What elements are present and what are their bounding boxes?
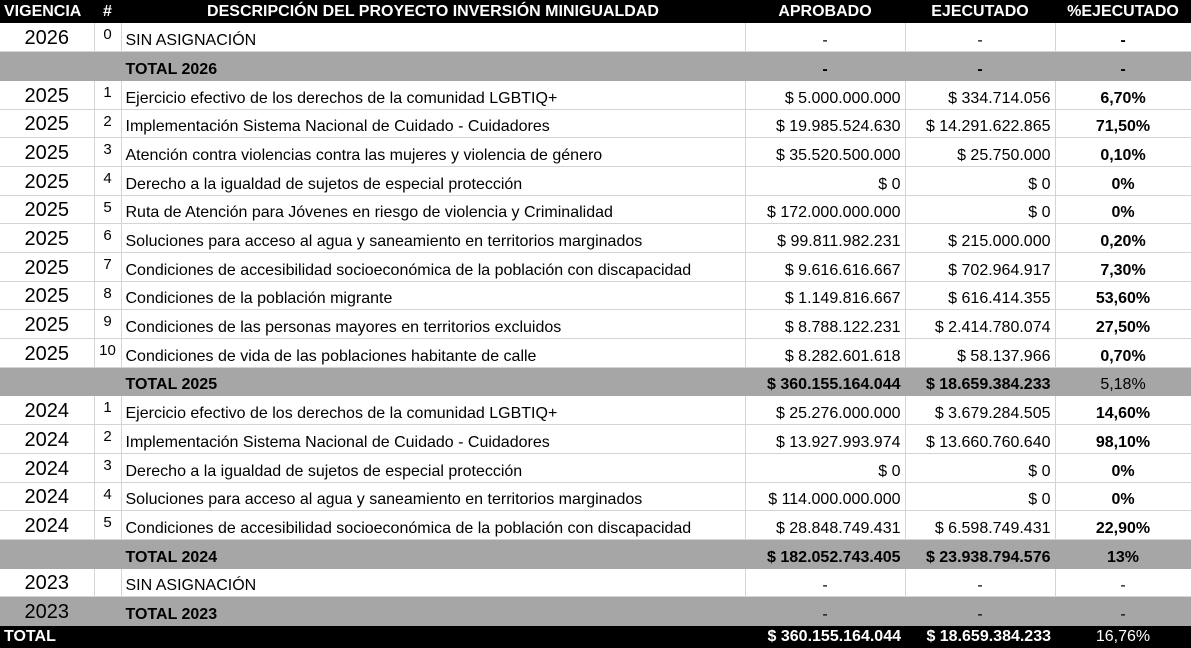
cell-vigencia: [0, 52, 94, 81]
cell-vigencia: 2025: [0, 224, 94, 253]
cell-aprobado: $ 35.520.500.000: [745, 138, 905, 167]
cell-descripcion: Atención contra violencias contra las mujeres y violencia de género: [121, 138, 745, 167]
cell-vigencia: [0, 539, 94, 568]
cell-vigencia: 2025: [0, 281, 94, 310]
cell-descripcion: Derecho a la igualdad de sujetos de especial protección: [121, 453, 745, 482]
table-row: [0, 396, 1191, 425]
cell-ejecutado: $ 616.414.355: [905, 281, 1055, 310]
cell-aprobado: -: [745, 52, 905, 81]
total-row: [0, 367, 1191, 396]
cell-ejecutado: $ 0: [905, 195, 1055, 224]
cell-pct-ejecutado: 71,50%: [1055, 109, 1191, 138]
cell-number: 2: [94, 425, 121, 454]
cell-pct-ejecutado: 0%: [1055, 166, 1191, 195]
cell-ejecutado: $ 702.964.917: [905, 253, 1055, 282]
header-ejecutado[interactable]: EJECUTADO: [905, 0, 1055, 23]
cell-vigencia: 2025: [0, 166, 94, 195]
cell-vigencia: 2024: [0, 511, 94, 540]
header-number[interactable]: #: [94, 0, 121, 23]
grand-total-pct: 16,76%: [1055, 625, 1191, 648]
cell-pct-ejecutado: 14,60%: [1055, 396, 1191, 425]
cell-descripcion: Implementación Sistema Nacional de Cuidado - Cuidadores: [121, 425, 745, 454]
cell-ejecutado: -: [905, 52, 1055, 81]
cell-aprobado: $ 360.155.164.044: [745, 367, 905, 396]
cell-pct-ejecutado: 6,70%: [1055, 80, 1191, 109]
cell-number: 0: [94, 23, 121, 52]
header-pct-ejecutado[interactable]: %EJECUTADO: [1055, 0, 1191, 23]
table-row: [0, 109, 1191, 138]
cell-descripcion: Ejercicio efectivo de los derechos de la comunidad LGBTIQ+: [121, 80, 745, 109]
cell-descripcion: TOTAL 2026: [121, 52, 745, 81]
cell-descripcion: SIN ASIGNACIÓN: [121, 23, 745, 52]
header-descripcion[interactable]: DESCRIPCIÓN DEL PROYECTO INVERSIÓN MINIGUALDAD: [121, 0, 745, 23]
cell-ejecutado: -: [905, 23, 1055, 52]
cell-descripcion: TOTAL 2023: [121, 597, 745, 626]
table-row: [0, 310, 1191, 339]
cell-ejecutado: $ 58.137.966: [905, 339, 1055, 368]
table-row: [0, 195, 1191, 224]
cell-vigencia: 2024: [0, 396, 94, 425]
cell-ejecutado: $ 23.938.794.576: [905, 539, 1055, 568]
cell-number: 5: [94, 195, 121, 224]
cell-pct-ejecutado: -: [1055, 568, 1191, 597]
cell-pct-ejecutado: 0%: [1055, 453, 1191, 482]
cell-descripcion: Condiciones de accesibilidad socioeconómica de la población con discapacidad: [121, 511, 745, 540]
cell-descripcion: Soluciones para acceso al agua y saneamiento en territorios marginados: [121, 482, 745, 511]
cell-number: 9: [94, 310, 121, 339]
cell-descripcion: Condiciones de accesibilidad socioeconómica de la población con discapacidad: [121, 253, 745, 282]
cell-aprobado: $ 1.149.816.667: [745, 281, 905, 310]
cell-number: 4: [94, 482, 121, 511]
cell-number: 1: [94, 80, 121, 109]
cell-descripcion: Soluciones para acceso al agua y saneamiento en territorios marginados: [121, 224, 745, 253]
cell-descripcion: Condiciones de vida de las poblaciones habitante de calle: [121, 339, 745, 368]
cell-vigencia: 2024: [0, 482, 94, 511]
cell-aprobado: $ 13.927.993.974: [745, 425, 905, 454]
cell-ejecutado: $ 14.291.622.865: [905, 109, 1055, 138]
cell-number: 8: [94, 281, 121, 310]
cell-pct-ejecutado: 22,90%: [1055, 511, 1191, 540]
table-row: [0, 138, 1191, 167]
cell-descripcion: Condiciones de la población migrante: [121, 281, 745, 310]
grand-total-ejecutado: $ 18.659.384.233: [905, 625, 1055, 648]
table-row: [0, 511, 1191, 540]
cell-pct-ejecutado: -: [1055, 23, 1191, 52]
total-row: [0, 597, 1191, 626]
table-row: [0, 253, 1191, 282]
table-row: [0, 453, 1191, 482]
cell-pct-ejecutado: 0,10%: [1055, 138, 1191, 167]
cell-ejecutado: -: [905, 597, 1055, 626]
cell-ejecutado: $ 215.000.000: [905, 224, 1055, 253]
total-row: [0, 539, 1191, 568]
cell-pct-ejecutado: 0,70%: [1055, 339, 1191, 368]
cell-vigencia: 2025: [0, 109, 94, 138]
cell-pct-ejecutado: 0%: [1055, 482, 1191, 511]
cell-vigencia: 2026: [0, 23, 94, 52]
table-row: [0, 482, 1191, 511]
cell-pct-ejecutado: -: [1055, 597, 1191, 626]
cell-number: 1: [94, 396, 121, 425]
cell-aprobado: $ 9.616.616.667: [745, 253, 905, 282]
cell-aprobado: -: [745, 568, 905, 597]
table-row: [0, 23, 1191, 52]
cell-number: 6: [94, 224, 121, 253]
cell-vigencia: 2025: [0, 339, 94, 368]
cell-number: [94, 52, 121, 81]
cell-aprobado: $ 19.985.524.630: [745, 109, 905, 138]
cell-descripcion: TOTAL 2025: [121, 367, 745, 396]
cell-ejecutado: $ 0: [905, 166, 1055, 195]
cell-number: 7: [94, 253, 121, 282]
cell-aprobado: -: [745, 23, 905, 52]
header-vigencia[interactable]: VIGENCIA: [0, 0, 94, 23]
cell-ejecutado: $ 2.414.780.074: [905, 310, 1055, 339]
cell-descripcion: Ejercicio efectivo de los derechos de la comunidad LGBTIQ+: [121, 396, 745, 425]
cell-ejecutado: $ 25.750.000: [905, 138, 1055, 167]
cell-descripcion: Ruta de Atención para Jóvenes en riesgo de violencia y Criminalidad: [121, 195, 745, 224]
table-row: [0, 568, 1191, 597]
cell-ejecutado: $ 3.679.284.505: [905, 396, 1055, 425]
cell-number: [94, 367, 121, 396]
cell-descripcion: TOTAL 2024: [121, 539, 745, 568]
cell-number: [94, 539, 121, 568]
table-row: [0, 224, 1191, 253]
cell-aprobado: $ 28.848.749.431: [745, 511, 905, 540]
cell-vigencia: 2023: [0, 568, 94, 597]
cell-pct-ejecutado: 98,10%: [1055, 425, 1191, 454]
cell-aprobado: $ 99.811.982.231: [745, 224, 905, 253]
cell-number: [94, 597, 121, 626]
table-row: [0, 339, 1191, 368]
cell-number: 3: [94, 138, 121, 167]
cell-vigencia: 2024: [0, 453, 94, 482]
cell-number: 5: [94, 511, 121, 540]
cell-vigencia: 2024: [0, 425, 94, 454]
cell-ejecutado: $ 0: [905, 453, 1055, 482]
cell-aprobado: $ 8.282.601.618: [745, 339, 905, 368]
cell-vigencia: 2025: [0, 195, 94, 224]
cell-vigencia: 2025: [0, 253, 94, 282]
cell-aprobado: $ 0: [745, 166, 905, 195]
cell-ejecutado: $ 6.598.749.431: [905, 511, 1055, 540]
cell-aprobado: $ 5.000.000.000: [745, 80, 905, 109]
header-aprobado[interactable]: APROBADO: [745, 0, 905, 23]
grand-total-row: [0, 625, 1191, 648]
cell-pct-ejecutado: 13%: [1055, 539, 1191, 568]
cell-number: 10: [94, 339, 121, 368]
cell-pct-ejecutado: 53,60%: [1055, 281, 1191, 310]
table-body: [0, 23, 1191, 625]
cell-ejecutado: -: [905, 568, 1055, 597]
cell-number: [94, 568, 121, 597]
cell-vigencia: 2023: [0, 597, 94, 626]
cell-pct-ejecutado: 0%: [1055, 195, 1191, 224]
cell-aprobado: -: [745, 597, 905, 626]
cell-aprobado: $ 172.000.000.000: [745, 195, 905, 224]
total-row: [0, 52, 1191, 81]
grand-total-aprobado: $ 360.155.164.044: [745, 625, 905, 648]
cell-aprobado: $ 182.052.743.405: [745, 539, 905, 568]
cell-vigencia: 2025: [0, 310, 94, 339]
table-row: [0, 425, 1191, 454]
cell-aprobado: $ 0: [745, 453, 905, 482]
cell-number: 4: [94, 166, 121, 195]
table-row: [0, 281, 1191, 310]
header-row: [0, 0, 1191, 23]
grand-total-label: TOTAL: [0, 625, 745, 648]
cell-descripcion: SIN ASIGNACIÓN: [121, 568, 745, 597]
cell-pct-ejecutado: -: [1055, 52, 1191, 81]
cell-ejecutado: $ 0: [905, 482, 1055, 511]
cell-ejecutado: $ 18.659.384.233: [905, 367, 1055, 396]
table-row: [0, 166, 1191, 195]
cell-descripcion: Derecho a la igualdad de sujetos de especial protección: [121, 166, 745, 195]
cell-vigencia: 2025: [0, 138, 94, 167]
cell-vigencia: [0, 367, 94, 396]
cell-ejecutado: $ 334.714.056: [905, 80, 1055, 109]
cell-pct-ejecutado: 0,20%: [1055, 224, 1191, 253]
cell-aprobado: $ 25.276.000.000: [745, 396, 905, 425]
cell-vigencia: 2025: [0, 80, 94, 109]
cell-number: 3: [94, 453, 121, 482]
cell-ejecutado: $ 13.660.760.640: [905, 425, 1055, 454]
cell-pct-ejecutado: 7,30%: [1055, 253, 1191, 282]
cell-pct-ejecutado: 5,18%: [1055, 367, 1191, 396]
cell-aprobado: $ 8.788.122.231: [745, 310, 905, 339]
cell-descripcion: Implementación Sistema Nacional de Cuidado - Cuidadores: [121, 109, 745, 138]
cell-aprobado: $ 114.000.000.000: [745, 482, 905, 511]
table-row: [0, 80, 1191, 109]
cell-descripcion: Condiciones de las personas mayores en territorios excluidos: [121, 310, 745, 339]
cell-pct-ejecutado: 27,50%: [1055, 310, 1191, 339]
cell-number: 2: [94, 109, 121, 138]
